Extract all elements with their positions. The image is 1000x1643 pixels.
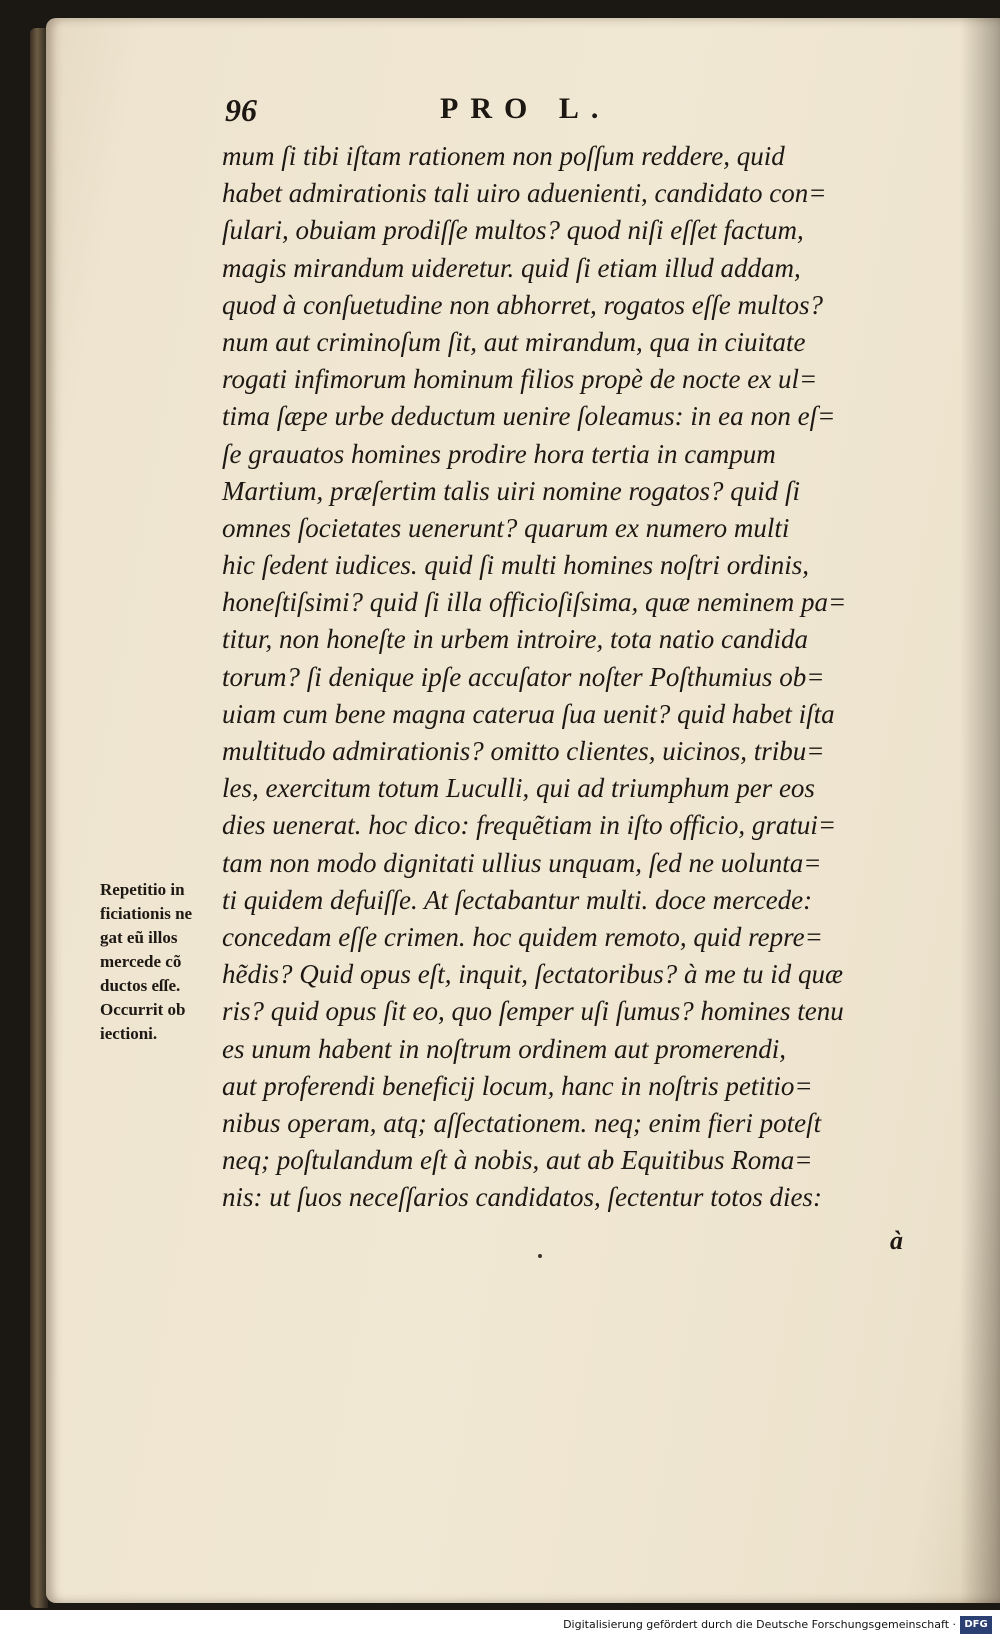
- text-line: mum ſi tibi iſtam rationem non poſſum reddere, quid: [222, 141, 785, 171]
- text-line: ſe grauatos homines prodire hora tertia in campum: [222, 438, 776, 469]
- text-line: multitudo admirationis? omitto clientes, uicinos, tribu=: [222, 736, 825, 766]
- text-line: concedam eſſe crimen. hoc quidem remoto, quid repre=: [222, 921, 823, 952]
- text-line: uiam cum bene magna caterua ſua uenit? quid habet iſta: [222, 698, 835, 729]
- text-line: omnes ſocietates uenerunt? quarum ex numero multi: [222, 512, 790, 543]
- footer-bar: [0, 1610, 1000, 1643]
- text-line: les, exercitum totum Luculli, qui ad triumphum per eos: [222, 773, 815, 804]
- text-line: titur, non honeſte in urbem introire, tota natio candida: [222, 624, 808, 655]
- text-line: tam non modo dignitati ullius unquam, ſed ne uolunta=: [222, 847, 822, 878]
- text-line: nibus operam, atq; aſſectationem. neq; enim fieri poteſt: [222, 1107, 822, 1138]
- marginal-note-line: mercede cõ: [100, 952, 182, 971]
- marginal-note-line: Repetitio in: [100, 880, 185, 899]
- text-line: num aut criminoſum ſit, aut mirandum, qua in ciuitate: [222, 326, 806, 357]
- text-line: ris? quid opus ſit eo, quo ſemper uſi ſumus? homines tenu: [222, 996, 844, 1027]
- text-line: ſulari, obuiam prodiſſe multos? quod niſi eſſet factum,: [222, 215, 804, 246]
- marginal-note: [100, 878, 232, 1046]
- text-line: neq; poſtulandum eſt à nobis, aut ab Equitibus Roma=: [222, 1145, 813, 1176]
- footer-credit: Digitalisierung gefördert durch die Deutsche Forschungsgemeinschaft ·: [563, 1618, 956, 1631]
- marginal-note-line: iectioni.: [100, 1024, 158, 1043]
- text-line: hẽdis? Quid opus eſt, inquit, ſectatoribus? à me tu id quæ: [222, 959, 843, 990]
- catchword: à: [890, 1226, 903, 1255]
- page-header: [225, 92, 885, 142]
- marginal-note-line: gat eũ illos: [100, 928, 178, 947]
- text-line: hic ſedent iudices. quid ſi multi homines noſtri ordinis,: [222, 550, 809, 581]
- text-line: torum? ſi denique ipſe accuſator noſter Poſthumius ob=: [222, 661, 825, 692]
- text-line: quod à conſuetudine non abhorret, rogatos eſſe multos?: [222, 289, 823, 320]
- text-line: aut proferendi beneficij locum, hanc in noſtris petitio=: [222, 1070, 813, 1101]
- marginal-note-line: Occurrit ob: [100, 1000, 186, 1019]
- text-line: nis: ut ſuos neceſſarios candidatos, ſectentur totos dies:: [222, 1182, 822, 1213]
- marginal-note-line: ficiationis ne: [100, 904, 193, 923]
- text-line: habet admirationis tali uiro aduenienti, candidato con=: [222, 178, 827, 209]
- page-number: 96: [225, 92, 257, 128]
- text-line: rogati infimorum hominum filios propè de nocte ex ul=: [222, 364, 818, 395]
- gutter-shadow: [960, 18, 1000, 1603]
- text-line: honeſtiſsimi? quid ſi illa officioſiſsima, quæ neminem pa=: [222, 587, 847, 618]
- text-line: dies uenerat. hoc dico: frequẽtiam in iſto officio, gratui=: [222, 810, 837, 841]
- marginal-note-line: ductos eſſe.: [100, 976, 181, 995]
- dfg-logo: DFG: [960, 1616, 992, 1634]
- text-line: tima ſæpe urbe deductum uenire ſoleamus: in ea non eſ=: [222, 401, 836, 432]
- text-line: Martium, præſertim talis uiri nomine rogatos? quid ſi: [222, 475, 801, 506]
- text-line: es unum habent in noſtrum ordinem aut promerendi,: [222, 1033, 786, 1064]
- text-line: magis mirandum uideretur. quid ſi etiam illud addam,: [222, 252, 801, 283]
- running-head: PRO L.: [440, 92, 611, 125]
- main-text-block: [222, 138, 882, 1216]
- text-line: ti quidem defuiſſe. At ſectabantur multi. doce mercede:: [222, 884, 813, 915]
- ink-dot: [538, 1254, 542, 1258]
